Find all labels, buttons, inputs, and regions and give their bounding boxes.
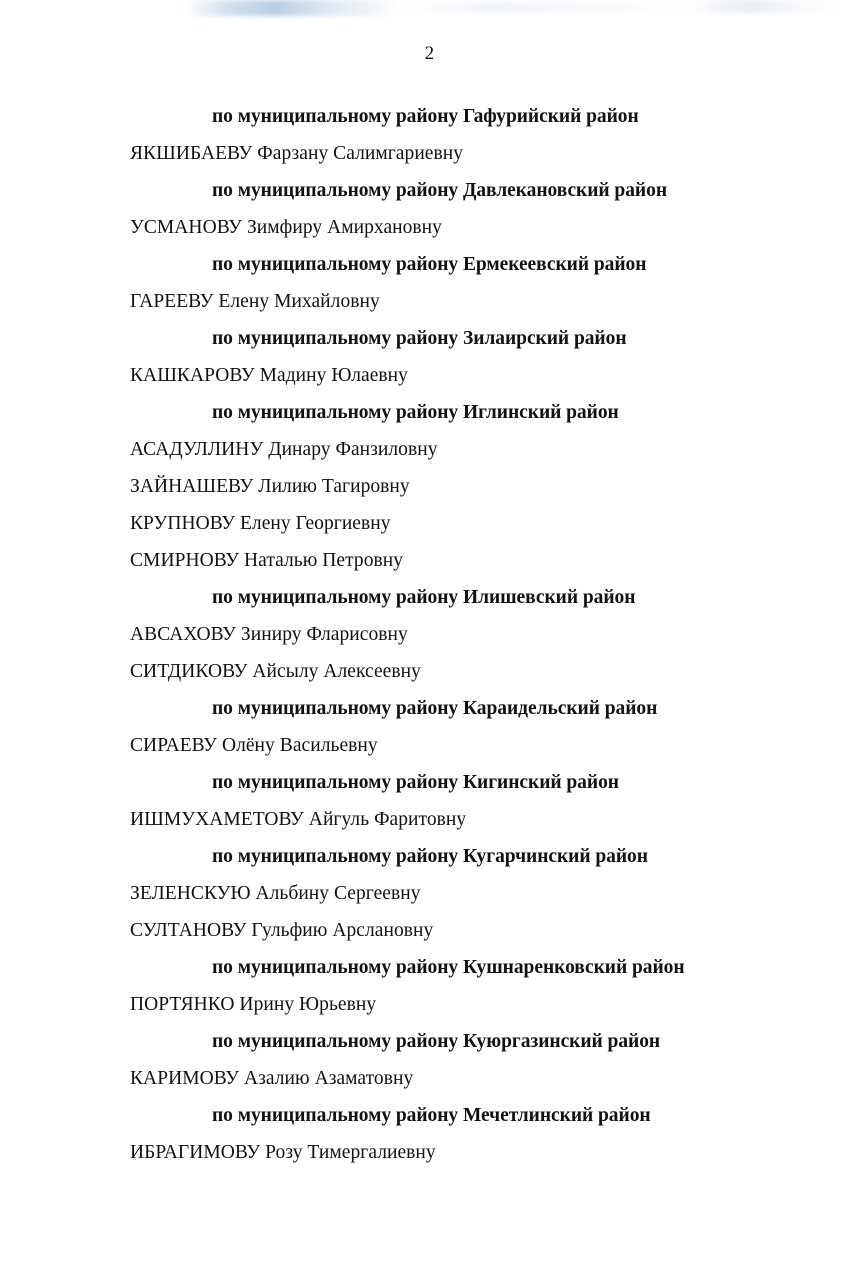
person-name-line: КРУПНОВУ Елену Георгиевну	[130, 513, 391, 534]
person-name-line: КАРИМОВУ Азалию Азаматовну	[130, 1068, 414, 1089]
scan-artifact-smudge	[188, 0, 398, 16]
scan-artifact-smudge-secondary	[400, 2, 700, 13]
person-name-line: ЗАЙНАШЕВУ Лилию Тагировну	[130, 476, 410, 497]
district-heading: по муниципальному району Давлекановский район	[212, 180, 668, 201]
person-name-line: ИШМУХАМЕТОВУ Айгуль Фаритовну	[130, 809, 467, 830]
scan-artifact-smudge-tertiary	[690, 0, 840, 13]
district-heading: по муниципальному району Кигинский район	[212, 772, 619, 793]
person-name-line: АВСАХОВУ Зиниру Фларисовну	[130, 624, 408, 645]
district-heading: по муниципальному району Ермекеевский район	[212, 254, 647, 275]
person-name-line: СИТДИКОВУ Айсылу Алексеевну	[130, 661, 421, 682]
district-heading: по муниципальному району Гафурийский район	[212, 106, 639, 127]
person-name-line: КАШКАРОВУ Мадину Юлаевну	[130, 365, 408, 386]
district-heading: по муниципальному району Караидельский район	[212, 698, 658, 719]
document-body	[130, 98, 790, 1171]
person-name-line: СИРАЕВУ Олёну Васильевну	[130, 735, 378, 756]
person-name-line: АСАДУЛЛИНУ Динару Фанзиловну	[130, 439, 438, 460]
person-name-line: ЯКШИБАЕВУ Фарзану Салимгариевну	[130, 143, 464, 164]
district-heading: по муниципальному району Мечетлинский район	[212, 1105, 651, 1126]
person-name-line: ЗЕЛЕНСКУЮ Альбину Сергеевну	[130, 883, 421, 904]
person-name-line: ПОРТЯНКО Ирину Юрьевну	[130, 994, 377, 1015]
district-heading: по муниципальному району Иглинский район	[212, 402, 619, 423]
person-name-line: СУЛТАНОВУ Гульфию Арслановну	[130, 920, 434, 941]
person-name-line: ИБРАГИМОВУ Розу Тимергалиевну	[130, 1142, 436, 1163]
district-heading: по муниципальному району Кугарчинский район	[212, 846, 648, 867]
person-name-line: ГАРЕЕВУ Елену Михайловну	[130, 291, 380, 312]
district-heading: по муниципальному району Илишевский район	[212, 587, 636, 608]
district-heading: по муниципальному району Зилаирский район	[212, 328, 627, 349]
page-number: 2	[424, 43, 435, 64]
district-heading: по муниципальному району Кушнаренковский район	[212, 957, 685, 978]
district-heading: по муниципальному району Куюргазинский район	[212, 1031, 661, 1052]
person-name-line: СМИРНОВУ Наталью Петровну	[130, 550, 404, 571]
person-name-line: УСМАНОВУ Зимфиру Амирхановну	[130, 217, 442, 238]
